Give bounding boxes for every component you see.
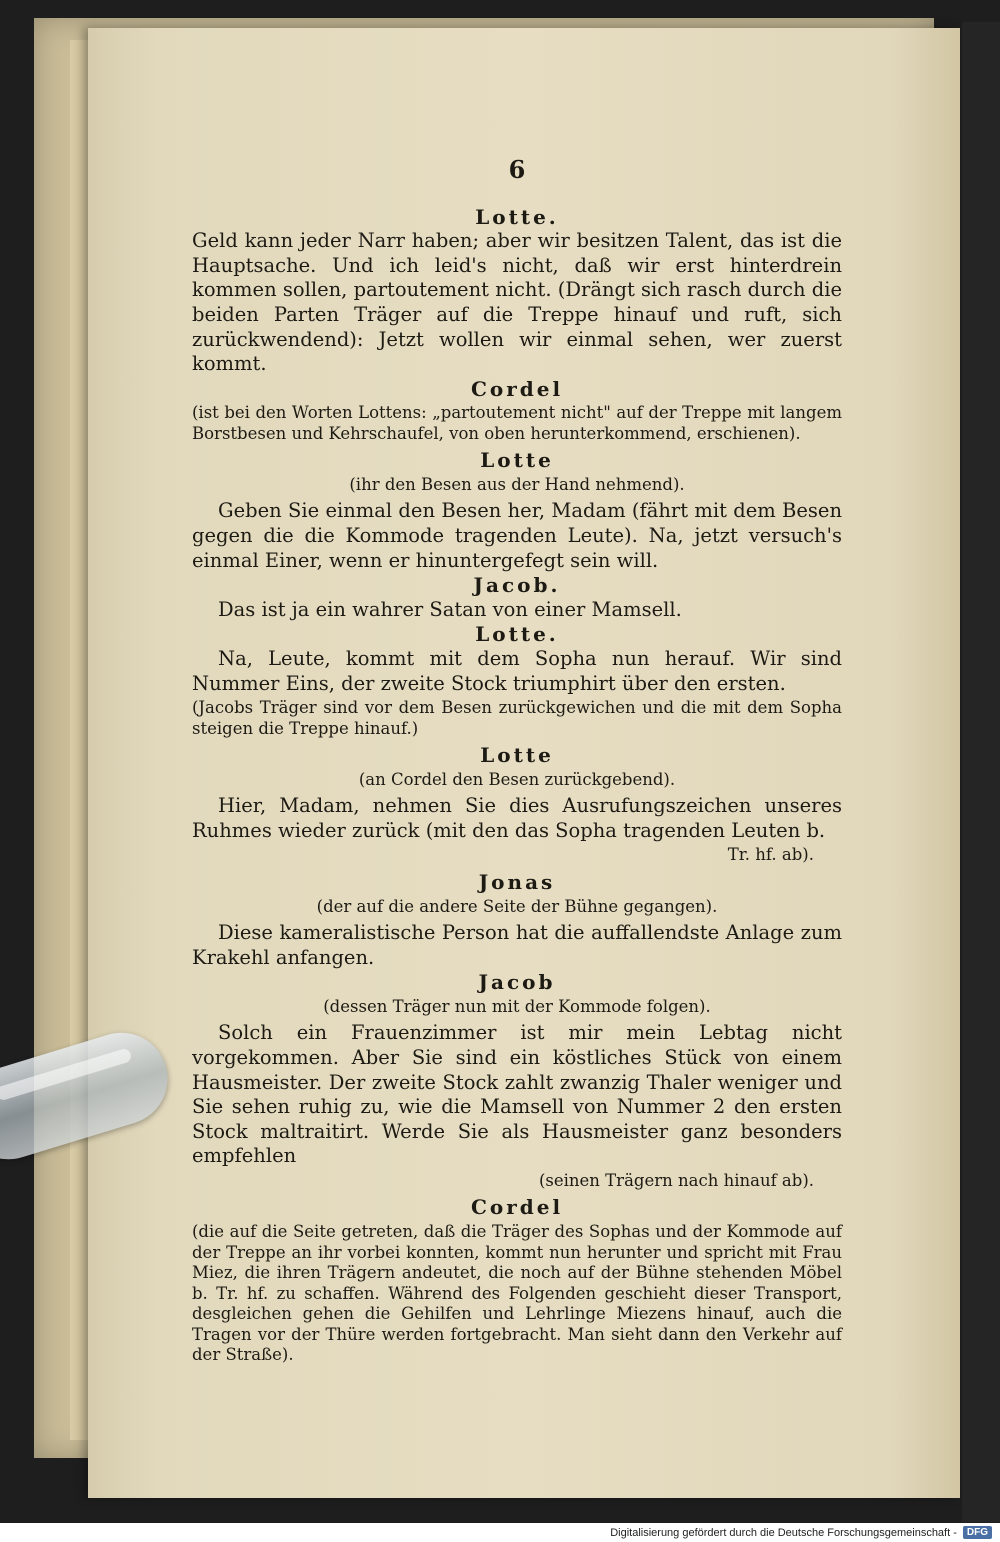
dialogue-text: Geld kann jeder Narr haben; aber wir besitzen Talent, das ist die Hauptsache. Und ich leid's nicht, daß wir erst hinterdrein kommen sollen, partoutement nicht. (Drängt sich rasch durch die beiden Parten Träger auf die Treppe hinauf und ruft, sich zurückwendend): Jetzt wollen wir einmal sehen, wer zuerst kommt. — [192, 229, 842, 376]
dfg-logo-icon: DFG — [963, 1526, 992, 1539]
stage-direction: (der auf die andere Seite der Bühne gegangen). — [316, 896, 718, 916]
speaker-name: Cordel — [470, 376, 564, 401]
speaker-name: Jacob — [478, 970, 556, 995]
dialogue-text: Hier, Madam, nehmen Sie dies Ausrufungszeichen unseres Ruhmes wieder zurück (mit den das Sopha tragenden Leuten b. — [192, 794, 842, 842]
stage-direction: Tr. hf. ab). — [727, 845, 814, 865]
gutter-shadow — [962, 22, 1000, 1522]
clip-highlight — [0, 1047, 133, 1101]
stage-direction: (ihr den Besen aus der Hand nehmend). — [349, 474, 685, 494]
stage-direction: (seinen Trägern nach hinauf ab). — [538, 1170, 814, 1190]
stage-direction: (dessen Träger nun mit der Kommode folgen). — [323, 996, 711, 1016]
page-text — [192, 155, 842, 1370]
stage-direction: (an Cordel den Besen zurückgebend). — [358, 769, 676, 789]
speaker-name: Cordel — [470, 1195, 564, 1220]
speaker-name: Lotte — [480, 743, 554, 768]
speaker-name: Lotte — [480, 448, 554, 473]
stage-direction: (ist bei den Worten Lottens: „partoutement nicht" auf der Treppe mit langem Borstbesen und Kehrschaufel, von oben herunterkommend, erschienen). — [192, 403, 842, 443]
speaker-name: Lotte. — [475, 204, 559, 229]
speaker-name: Jacob. — [473, 573, 561, 598]
credit-bar — [0, 1523, 1000, 1542]
speaker-name: Lotte. — [475, 622, 559, 647]
page-number: 6 — [508, 155, 526, 184]
dialogue-text: Solch ein Frauenzimmer ist mir mein Lebtag nicht vorgekommen. Aber Sie sind ein köstliches Stück von einem Hausmeister. Der zweite Stock zahlt zwanzig Thaler weniger und Sie sehen ruhig zu, wie die Mamsell von Nummer 2 den ersten Stock maltraitirt. Werde Sie als Hausmeister ganz besonders empfehlen — [192, 1021, 842, 1168]
stage-direction: (die auf die Seite getreten, daß die Träger des Sophas und der Kommode auf der Treppe an ihr vorbei konnten, kommt nun herunter und spricht mit Frau Miez, die ihren Trägern andeutet, die noch auf der Bühne stehenden Möbel b. Tr. hf. zu schaffen. Während des Folgenden geschieht dieser Transport, desgleichen gehen die Gehilfen und Lehrlinge Miezens hinauf, auch die Tragen vor der Thüre werden fortgebracht. Man sieht dann den Verkehr auf der Straße). — [192, 1222, 842, 1364]
dialogue-text: Diese kameralistische Person hat die auffallendste Anlage zum Krakehl anfangen. — [192, 921, 842, 969]
dialogue-text: Das ist ja ein wahrer Satan von einer Mamsell. — [218, 597, 682, 621]
stage-direction: (Jacobs Träger sind vor dem Besen zurückgewichen und die mit dem Sopha steigen die Treppe hinauf.) — [192, 698, 842, 738]
dialogue-text: Na, Leute, kommt mit dem Sopha nun herauf. Wir sind Nummer Eins, der zweite Stock triumphirt über den ersten. — [192, 647, 842, 695]
dialogue-text: Geben Sie einmal den Besen her, Madam (fährt mit dem Besen gegen die die Kommode tragenden Leute). Na, jetzt versuch's einmal Einer, wenn er hinuntergefegt sein will. — [192, 499, 842, 572]
speaker-name: Jonas — [478, 869, 556, 894]
credit-text: Digitalisierung gefördert durch die Deutsche Forschungsgemeinschaft - — [610, 1526, 957, 1539]
